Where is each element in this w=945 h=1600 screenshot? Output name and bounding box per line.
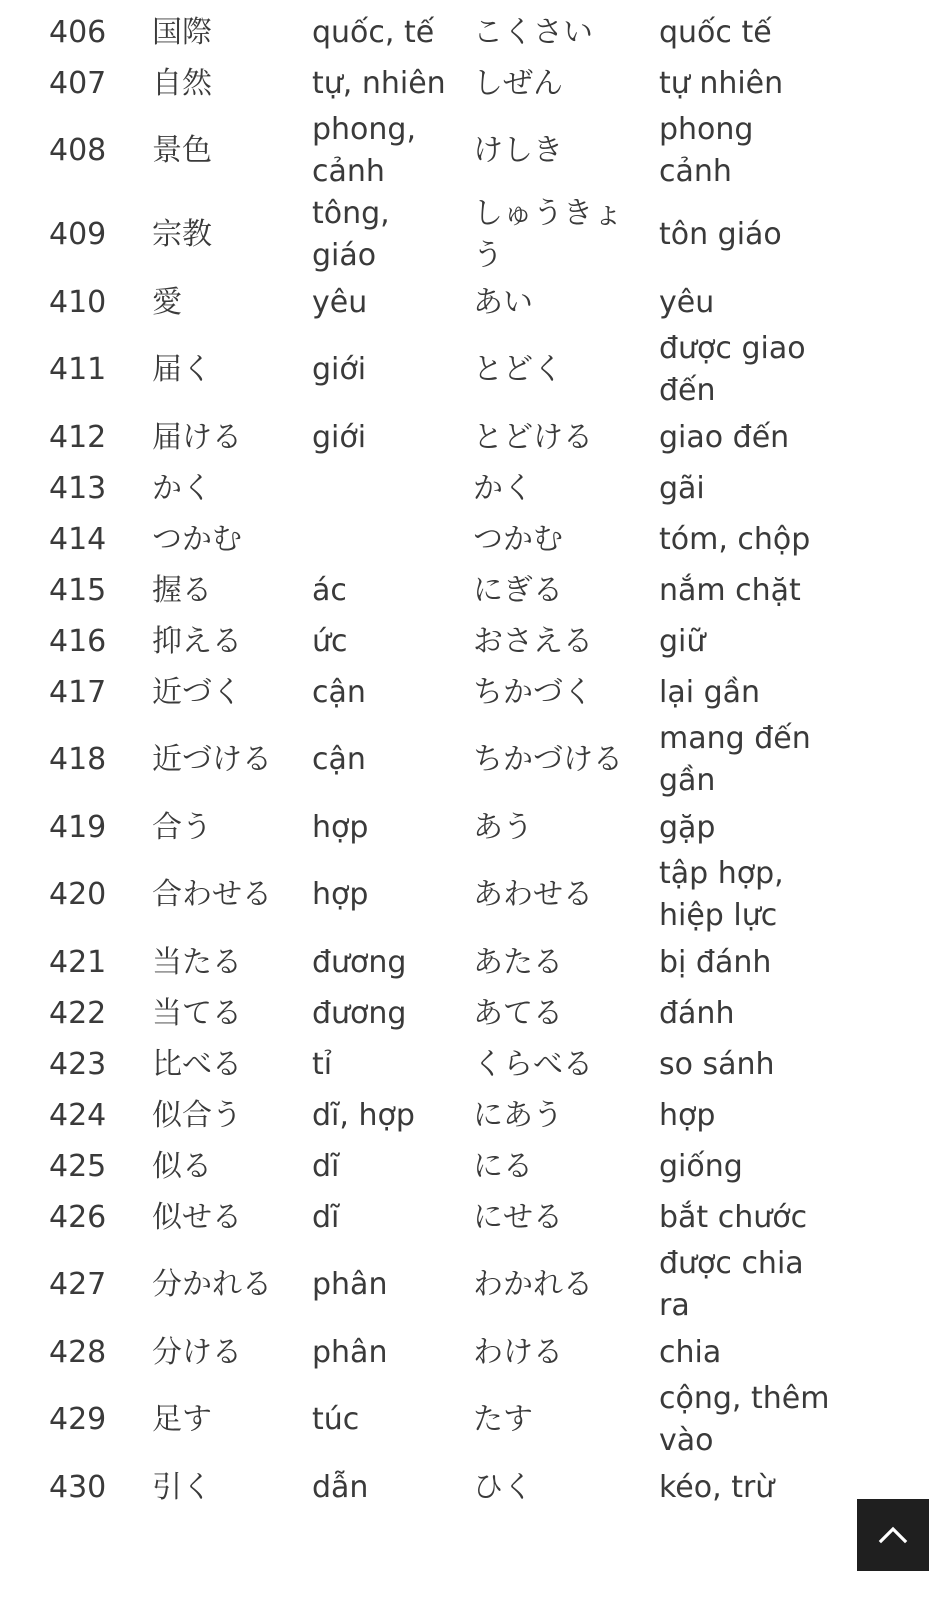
kana-reading: ちかづける	[473, 742, 623, 777]
row-number: 418	[49, 742, 107, 777]
kana-reading: つかむ	[473, 521, 563, 557]
row-number: 425	[49, 1148, 107, 1184]
kana-reading: たす	[473, 1402, 533, 1437]
table-row	[0, 1141, 945, 1192]
kanji-word: 宗教	[152, 217, 212, 252]
han-viet-reading: đương	[312, 944, 407, 980]
kanji-word: 握る	[152, 572, 212, 608]
meaning: tôn giáo	[659, 217, 782, 252]
han-viet-reading: dĩ	[312, 1199, 340, 1235]
kanji-word: 似合う	[152, 1097, 242, 1133]
table-row	[0, 109, 945, 193]
row-number: 423	[49, 1046, 107, 1082]
han-viet-reading: túc	[312, 1402, 360, 1437]
han-viet-reading: hợp	[312, 809, 369, 845]
kana-reading: しゅうきょう	[473, 196, 623, 273]
table-row	[0, 1090, 945, 1141]
han-viet-reading: dĩ, hợp	[312, 1097, 415, 1133]
han-viet-reading: đương	[312, 995, 407, 1031]
meaning: bị đánh	[659, 944, 772, 980]
meaning: được giao đến	[659, 331, 806, 408]
kana-reading: あう	[473, 809, 533, 845]
meaning: chia	[659, 1334, 722, 1370]
row-number: 416	[49, 623, 107, 659]
table-row	[0, 7, 945, 58]
kana-reading: わかれる	[473, 1267, 593, 1302]
han-viet-reading: hợp	[312, 877, 369, 912]
kanji-word: 足す	[152, 1402, 212, 1437]
kana-reading: にる	[473, 1148, 533, 1184]
kanji-word: 分ける	[152, 1334, 242, 1370]
meaning: giống	[659, 1148, 743, 1184]
han-viet-reading: quốc, tế	[312, 14, 435, 50]
han-viet-reading: cận	[312, 742, 366, 777]
row-number: 422	[49, 995, 107, 1031]
kanji-word: 当てる	[152, 995, 242, 1031]
row-number: 408	[49, 133, 107, 168]
table-row	[0, 718, 945, 802]
kana-reading: こくさい	[473, 14, 593, 50]
kanji-word: 景色	[152, 133, 212, 168]
han-viet-reading: ức	[312, 623, 348, 659]
kana-reading: けしき	[473, 133, 563, 168]
row-number: 411	[49, 352, 107, 387]
kanji-word: 合わせる	[152, 877, 272, 912]
table-row	[0, 1327, 945, 1378]
table-row	[0, 277, 945, 328]
han-viet-reading: cận	[312, 674, 366, 710]
han-viet-reading: giới	[312, 352, 367, 387]
meaning: nắm chặt	[659, 572, 801, 608]
meaning: giao đến	[659, 419, 790, 455]
meaning: yêu	[659, 284, 715, 320]
kanji-word: 似る	[152, 1148, 212, 1184]
kana-reading: とどく	[473, 352, 563, 387]
meaning: bắt chước	[659, 1199, 808, 1235]
kana-reading: わける	[473, 1334, 563, 1370]
row-number: 427	[49, 1267, 107, 1302]
meaning: so sánh	[659, 1046, 775, 1082]
meaning: đánh	[659, 995, 735, 1031]
table-row	[0, 802, 945, 853]
kanji-word: 近づく	[152, 674, 242, 710]
table-row	[0, 1192, 945, 1243]
row-number: 414	[49, 521, 107, 557]
han-viet-reading: tông, giáo	[312, 196, 390, 273]
kana-reading: あい	[473, 284, 533, 320]
row-number: 407	[49, 65, 107, 101]
meaning: được chia ra	[659, 1246, 804, 1323]
table-row	[0, 1378, 945, 1462]
kana-reading: とどける	[473, 419, 593, 455]
meaning: hợp	[659, 1097, 716, 1133]
kana-reading: あたる	[473, 944, 563, 980]
kana-reading: あてる	[473, 995, 563, 1031]
meaning: lại gần	[659, 674, 761, 710]
row-number: 419	[49, 809, 107, 845]
meaning: tập hợp, hiệp lực	[659, 856, 784, 933]
table-row	[0, 1243, 945, 1327]
kanji-word: 分かれる	[152, 1267, 272, 1302]
table-row	[0, 853, 945, 937]
han-viet-reading: ác	[312, 572, 347, 608]
han-viet-reading: tự, nhiên	[312, 65, 446, 101]
meaning: tự nhiên	[659, 65, 784, 101]
scroll-to-top-button[interactable]	[857, 1499, 929, 1571]
row-number: 421	[49, 944, 107, 980]
kanji-word: 当たる	[152, 944, 242, 980]
table-row	[0, 565, 945, 616]
meaning: mang đến gần	[659, 721, 811, 798]
row-number: 417	[49, 674, 107, 710]
row-number: 413	[49, 470, 107, 506]
han-viet-reading: yêu	[312, 284, 368, 320]
kanji-word: 抑える	[152, 623, 242, 659]
row-number: 406	[49, 14, 107, 50]
table-row	[0, 988, 945, 1039]
han-viet-reading: dĩ	[312, 1148, 340, 1184]
vocabulary-table	[0, 7, 945, 1513]
kana-reading: にぎる	[473, 572, 563, 608]
table-row	[0, 328, 945, 412]
meaning: giữ	[659, 623, 706, 659]
kana-reading: にあう	[473, 1097, 563, 1133]
chevron-up-icon	[878, 1526, 908, 1544]
meaning: cộng, thêm vào	[659, 1381, 830, 1458]
kanji-word: 近づける	[152, 742, 272, 777]
kanji-word: 合う	[152, 809, 212, 845]
kana-reading: しぜん	[473, 65, 563, 101]
kana-reading: にせる	[473, 1199, 563, 1235]
row-number: 426	[49, 1199, 107, 1235]
table-row	[0, 463, 945, 514]
row-number: 428	[49, 1334, 107, 1370]
kanji-word: つかむ	[152, 521, 242, 557]
han-viet-reading: giới	[312, 419, 367, 455]
meaning: tóm, chộp	[659, 521, 811, 557]
kanji-word: 自然	[152, 65, 212, 101]
kana-reading: くらべる	[473, 1046, 593, 1082]
meaning: quốc tế	[659, 14, 772, 50]
kana-reading: ちかづく	[473, 674, 593, 710]
han-viet-reading: phong, cảnh	[312, 112, 417, 189]
kanji-word: 国際	[152, 14, 212, 50]
row-number: 415	[49, 572, 107, 608]
row-number: 410	[49, 284, 107, 320]
meaning: phong cảnh	[659, 112, 754, 189]
table-row	[0, 1462, 945, 1513]
meaning: kéo, trừ	[659, 1469, 775, 1505]
han-viet-reading: phân	[312, 1334, 388, 1370]
table-row	[0, 514, 945, 565]
han-viet-reading: tỉ	[312, 1046, 333, 1082]
kanji-word: 愛	[152, 284, 182, 320]
han-viet-reading: phân	[312, 1267, 388, 1302]
kana-reading: おさえる	[473, 623, 593, 659]
table-row	[0, 58, 945, 109]
kana-reading: かく	[473, 470, 533, 506]
kanji-word: かく	[152, 470, 212, 506]
han-viet-reading: dẫn	[312, 1469, 369, 1505]
row-number: 424	[49, 1097, 107, 1133]
row-number: 412	[49, 419, 107, 455]
table-row	[0, 193, 945, 277]
meaning: gặp	[659, 809, 716, 845]
row-number: 429	[49, 1402, 107, 1437]
row-number: 409	[49, 217, 107, 252]
kanji-word: 比べる	[152, 1046, 242, 1082]
row-number: 420	[49, 877, 107, 912]
table-row	[0, 937, 945, 988]
table-row	[0, 1039, 945, 1090]
table-row	[0, 412, 945, 463]
table-row	[0, 616, 945, 667]
kanji-word: 引く	[152, 1469, 212, 1505]
kanji-word: 似せる	[152, 1199, 242, 1235]
kanji-word: 届く	[152, 352, 212, 387]
kana-reading: あわせる	[473, 877, 593, 912]
meaning: gãi	[659, 470, 705, 506]
kana-reading: ひく	[473, 1469, 533, 1505]
table-row	[0, 667, 945, 718]
row-number: 430	[49, 1469, 107, 1505]
kanji-word: 届ける	[152, 419, 242, 455]
